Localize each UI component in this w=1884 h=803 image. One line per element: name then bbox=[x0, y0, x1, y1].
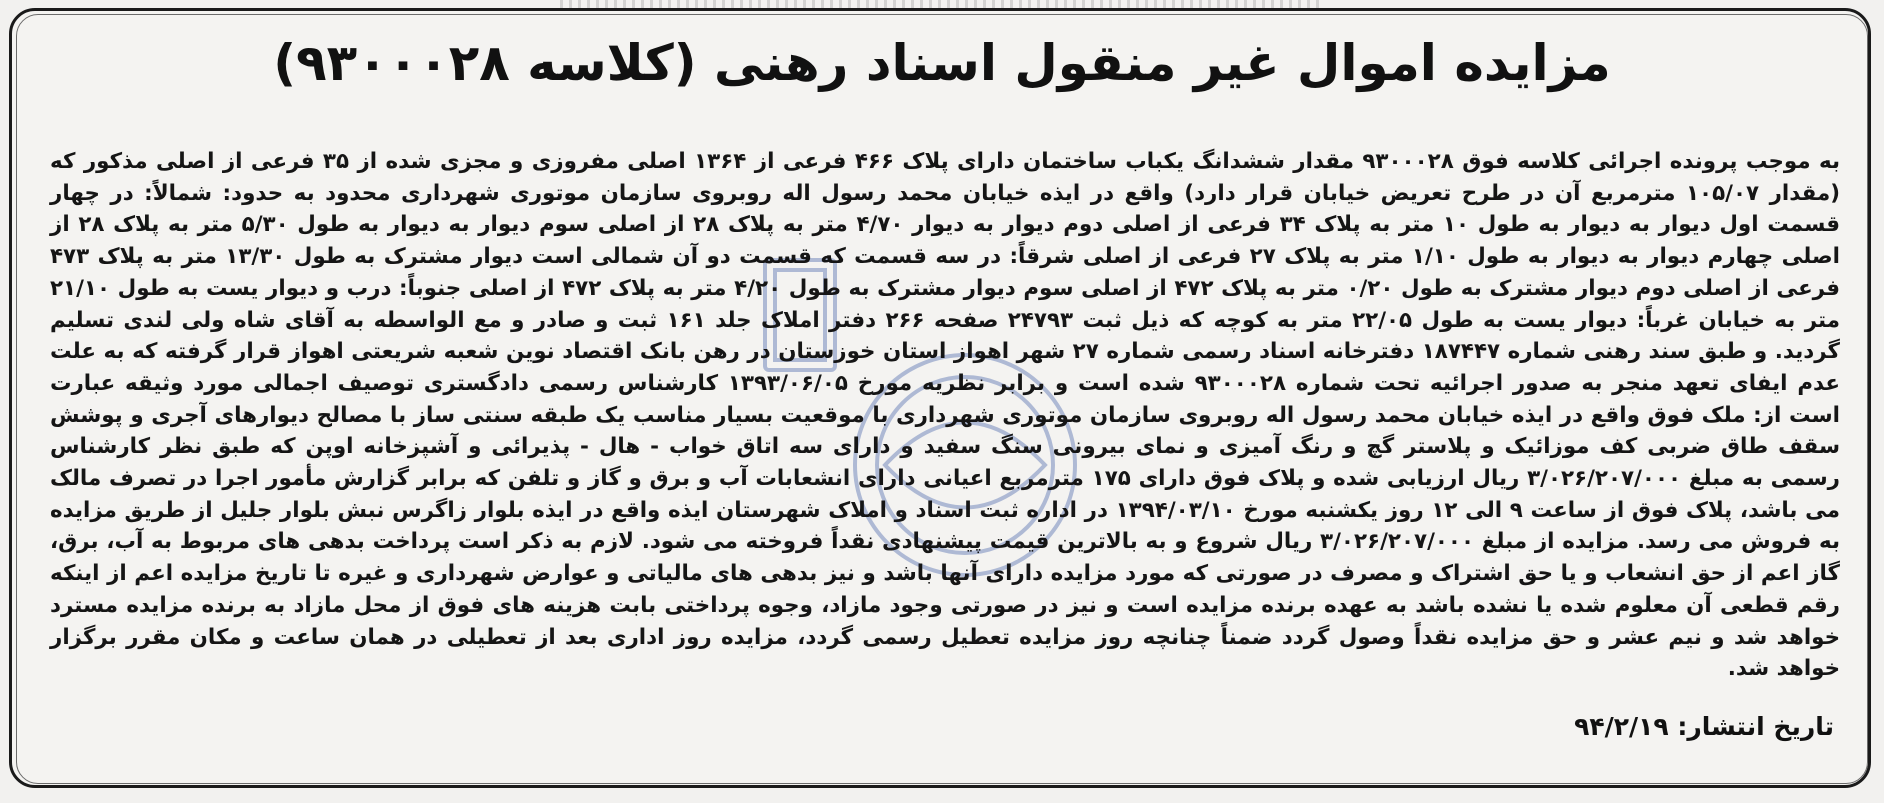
notice-title: مزایده اموال غیر منقول اسناد رهنی (کلاسه ۹۳۰۰۰۲۸) bbox=[273, 34, 1611, 92]
publish-date: تاریخ انتشار: ۹۴/۲/۱۹ bbox=[1574, 712, 1834, 741]
notice-body: به موجب پرونده اجرائی کلاسه فوق ۹۳۰۰۰۲۸ مقدار ششدانگ یکباب ساختمان دارای پلاک ۴۶۶ فرعی از ۱۳۶۴ اصلی مفروزی و مجزی شده از ۳۵ فرعی از اصلی مذکور که (مقدار ۱۰۵/۰۷ مترمربع آن در طرح تعریض خیابان قرار دارد) واقع در ایذه خیابان محمد رسول اله روبروی سازمان موتوری شهرداری محدود به حدود: شمالاً: در چهار قسمت اول دیوار به دیوار به طول ۱۰ متر به پلاک ۳۴ فرعی از اصلی دوم دیوار به دیوار ۴/۷۰ متر به پلاک ۲۸ از اصلی سوم دیوار به دیوار به طول ۵/۳۰ متر به پلاک ۲۸ از اصلی چهارم دیوار به دیوار به طول ۱/۱۰ متر به پلاک ۲۷ فرعی از اصلی شرقاً: در سه قسمت که قسمت دو آن شمالی است دیوار مشترک به طول ۱۳/۳۰ متر به پلاک ۴۷۳ فرعی از اصلی دوم دیوار مشترک به طول ۰/۲۰ متر به پلاک ۴۷۲ از اصلی سوم دیوار مشترک به طول ۴/۲۰ متر به پلاک ۴۷۲ از اصلی جنوباً: درب و دیوار یست به طول ۲۱/۱۰ متر به خیابان غرباً: دیوار یست به طول ۲۲/۰۵ متر به کوچه که ذیل ثبت ۲۴۷۹۳ صفحه ۲۶۶ دفتر املاک جلد ۱۶۱ ثبت و صادر و مع الواسطه به آقای شاه ولی لندی تسلیم گردید. و طبق سند رهنی شماره ۱۸۷۴۴۷ دفترخانه اسناد رسمی شماره ۲۷ شهر اهواز استان خوزستان در رهن بانک اقتصاد نوین شعبه شریعتی اهواز قرار گرفته که به علت عدم ایفای تعهد منجر به صدور اجرائیه تحت شماره ۹۳۰۰۰۲۸ شده است و برابر نظریه مورخ ۱۳۹۳/۰۶/۰۵ کارشناس رسمی دادگستری توصیف اجمالی مورد وثیقه عبارت است از: ملک فوق واقع در ایذه خیابان محمد رسول اله روبروی سازمان موتوری شهرداری با موقعیت بسیار مناسب یک طبقه سنتی ساز با مصالح دیوارهای آجری و پوشش سقف طاق ضربی کف موزائیک و پلاستر گچ و رنگ آمیزی و نمای بیرونی سنگ سفید و دارای سه اتاق خواب - هال - پذیرائی و آشپزخانه اوپن که طبق نظر کارشناس رسمی به مبلغ ۳/۰۲۶/۲۰۷/۰۰۰ ریال ارزیابی شده و پلاک فوق دارای ۱۷۵ مترمربع اعیانی دارای انشعابات آب و برق و گاز و تلفن که برابر گزارش مأمور اجرا در تصرف مالک می باشد، پلاک فوق از ساعت ۹ الی ۱۲ روز یکشنبه مورخ ۱۳۹۴/۰۳/۱۰ در اداره ثبت اسناد و املاک شهرستان ایذه واقع در ایذه بلوار زاگرس نبش بلوار جلیل از طریق مزایده به فروش می رسد. مزایده از مبلغ ۳/۰۲۶/۲۰۷/۰۰۰ ریال شروع و به بالاترین قیمت پیشنهادی نقداً فروخته می شود. لازم به ذکر است پرداخت بدهی های مربوط به آب، برق، گاز اعم از حق انشعاب و یا حق اشتراک و مصرف در صورتی که مورد مزایده دارای آنها باشد و نیز بدهی های مالیاتی و عوارض شهرداری و غیره تا تاریخ مزایده اعم از اینکه رقم قطعی آن معلوم شده یا نشده باشد به عهده برنده مزایده است و نیز در صورتی وجود مازاد، وجوه پرداختی بابت هزینه های فوق از محل مازاد به برنده مزایده مسترد خواهد شد و نیم عشر و حق مزایده نقداً وصول گردد ضمناً چنانچه روز مزایده تعطیل رسمی گردد، مزایده روز اداری بعد از تعطیلی در همان ساعت و مکان مقرر برگزار خواهد شد. bbox=[50, 149, 1841, 682]
